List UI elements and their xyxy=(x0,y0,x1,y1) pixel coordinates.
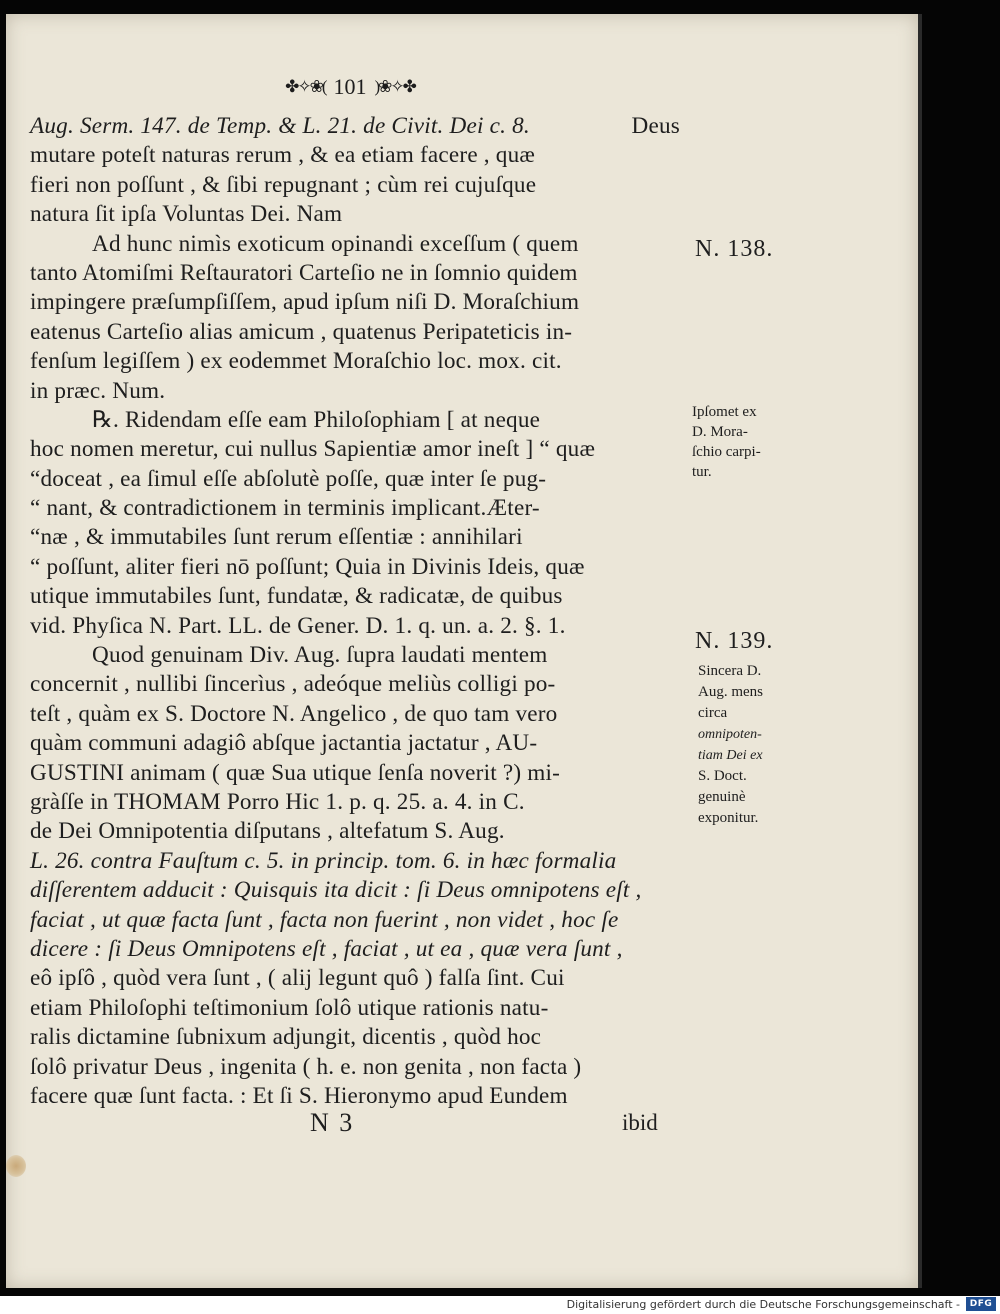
text-line xyxy=(30,788,680,817)
margin-note-ipsomet xyxy=(692,402,802,482)
text-line xyxy=(30,729,680,758)
text-line xyxy=(30,465,680,494)
margin-note-line: Sincera D. xyxy=(698,663,762,679)
text-line xyxy=(30,318,680,347)
text-line xyxy=(30,1053,680,1082)
text-segment: teſt , quàm ex S. Doctore N. Angelico , de quo tam vero xyxy=(30,700,558,727)
margin-note-line: exponitur. xyxy=(698,810,759,826)
text-line xyxy=(30,406,680,435)
margin-note-line: tur. xyxy=(692,464,712,480)
text-line xyxy=(30,964,680,993)
text-segment: Ad hunc nimìs exoticum opinandi exceſſum ( quem xyxy=(92,230,579,257)
text-line xyxy=(30,612,680,641)
text-line xyxy=(30,670,680,699)
text-line xyxy=(30,1023,680,1052)
text-line xyxy=(30,347,680,376)
margin-note-line: circa xyxy=(698,705,728,721)
text-line xyxy=(30,377,680,406)
text-segment: Deus xyxy=(625,113,680,139)
text-line xyxy=(30,817,680,846)
text-line xyxy=(30,435,680,464)
text-line xyxy=(30,494,680,523)
text-line xyxy=(30,200,680,229)
text-segment: vid. Phyſica N. Part. LL. de Gener. D. 1. q. un. a. 2. §. 1. xyxy=(30,612,566,639)
text-segment: “doceat , ea ſimul eſſe abſolutè poſſe, quæ inter ſe pug- xyxy=(30,465,547,492)
text-segment: diſſerentem adducit : Quisquis ita dicit : ſi Deus omnipotens eſt , xyxy=(30,877,642,904)
text-segment: fenſum legiſſem ) ex eodemmet Moraſchio loc. mox. cit. xyxy=(30,348,562,375)
margin-note-line: D. Mora- xyxy=(692,424,748,440)
text-line xyxy=(30,141,680,170)
text-segment: etiam Philoſophi teſtimonium ſolô utique rationis natu- xyxy=(30,994,549,1021)
margin-note-line: Aug. mens xyxy=(698,684,763,700)
text-line xyxy=(30,171,680,200)
page-edge xyxy=(918,14,922,1288)
text-segment: concernit , nullibi ſincerìus , adeóque meliùs colligi po- xyxy=(30,671,556,698)
text-line xyxy=(30,1082,680,1111)
dfg-logo-icon: DFG xyxy=(966,1297,996,1311)
text-segment: Aug. Serm. 147. de Temp. & L. 21. de Civit. Dei c. 8. xyxy=(30,113,530,139)
text-segment: quàm communi adagiô abſque jactantia jactatur , AU- xyxy=(30,730,538,757)
text-line xyxy=(30,523,680,552)
text-segment: ralis dictamine ſubnixum adjungit, dicentis , quòd hoc xyxy=(30,1024,542,1051)
text-segment: dicere : ſi Deus Omnipotens eſt , faciat , ut ea , quæ vera ſunt , xyxy=(30,935,623,962)
text-segment: impingere præſumpſiſſem, apud ipſum niſi D. Moraſchium xyxy=(30,289,580,316)
text-segment: facere quæ ſunt facta. : Et ſi S. Hieronymo apud Eundem xyxy=(30,1082,568,1109)
text-segment: faciat , ut quæ facta ſunt , facta non fuerint , non videt , hoc ſe xyxy=(30,906,619,933)
text-line xyxy=(30,876,680,905)
header-ornament-right: )❀✧✤ xyxy=(374,77,415,96)
text-segment: GUSTINI animam ( quæ Sua utique ſenſa noverit ?) mi- xyxy=(30,759,561,786)
text-line xyxy=(30,906,680,935)
margin-note-sincera xyxy=(698,661,808,829)
text-line xyxy=(30,759,680,788)
margin-note-line: S. Doct. xyxy=(698,768,747,784)
margin-note-n138: N. 138. xyxy=(695,236,774,262)
text-segment: “næ , & immutabiles ſunt rerum eſſentiæ : annihilari xyxy=(30,524,523,551)
text-line xyxy=(30,288,680,317)
text-line xyxy=(30,230,680,259)
text-segment: in præc. Num. xyxy=(30,377,166,404)
text-line xyxy=(30,553,680,582)
body-text xyxy=(30,112,680,1111)
text-segment: utique immutabiles ſunt, fundatæ, & radicatæ, de quibus xyxy=(30,583,563,610)
text-segment: natura ſit ipſa Voluntas Dei. Nam xyxy=(30,201,343,228)
text-segment: Quod genuinam Div. Aug. ſupra laudati mentem xyxy=(92,642,548,669)
catchword: ibid xyxy=(622,1110,658,1135)
signature-mark: N 3 xyxy=(310,1108,355,1137)
text-line xyxy=(30,847,680,876)
text-segment: L. 26. contra Fauſtum c. 5. in princip. tom. 6. in hæc formalia xyxy=(30,847,617,874)
text-segment: de Dei Omnipotentia diſputans , altefatum S. Aug. xyxy=(30,818,505,845)
text-line xyxy=(30,259,680,288)
text-segment: tanto Atomiſmi Reſtauratori Carteſio ne in ſomnio quidem xyxy=(30,259,578,286)
margin-note-line: Ipſomet ex xyxy=(692,404,757,420)
margin-note-line: omnipoten- xyxy=(698,727,762,742)
footer-credit: Digitalisierung gefördert durch die Deutsche Forschungsgemeinschaft - xyxy=(566,1298,960,1311)
text-segment: mutare poteſt naturas rerum , & ea etiam facere , quæ xyxy=(30,142,536,169)
text-segment: hoc nomen meretur, cui nullus Sapientiæ amor ineſt ] “ quæ xyxy=(30,436,596,463)
text-line xyxy=(30,700,680,729)
header-ornament-left: ✤✧❀( xyxy=(285,77,326,96)
text-line xyxy=(30,641,680,670)
text-segment: ſolô privatur Deus , ingenita ( h. e. non genita , non facta ) xyxy=(30,1053,582,1080)
margin-note-line: genuinè xyxy=(698,789,746,805)
text-segment: ℞. Ridendam eſſe eam Philoſophiam [ at neque xyxy=(92,406,541,433)
text-segment: gràſſe in THOMAM Porro Hic 1. p. q. 25. a. 4. in C. xyxy=(30,788,525,815)
margin-note-n139: N. 139. xyxy=(695,628,774,654)
margin-note-line: tiam Dei ex xyxy=(698,748,763,763)
text-segment: eô ipſô , quòd vera ſunt , ( alij legunt quô ) falſa ſint. Cui xyxy=(30,965,565,992)
text-line xyxy=(30,112,680,141)
text-segment: fieri non poſſunt , & ſibi repugnant ; cùm rei cujuſque xyxy=(30,171,537,198)
margin-note-line: ſchio carpi- xyxy=(692,444,761,460)
page-header xyxy=(250,72,450,102)
text-segment: eatenus Carteſio alias amicum , quatenus Peripateticis in- xyxy=(30,318,573,345)
text-line xyxy=(30,994,680,1023)
text-line xyxy=(30,582,680,611)
text-line xyxy=(30,935,680,964)
text-segment: “ poſſunt, aliter fieri nō poſſunt; Quia in Divinis Ideis, quæ xyxy=(30,553,585,580)
page-number: 101 xyxy=(333,74,367,99)
paper-stain xyxy=(6,1155,26,1177)
footer-bar xyxy=(0,1296,1000,1314)
text-segment: “ nant, & contradictionem in terminis implicant.Æter- xyxy=(30,495,540,522)
